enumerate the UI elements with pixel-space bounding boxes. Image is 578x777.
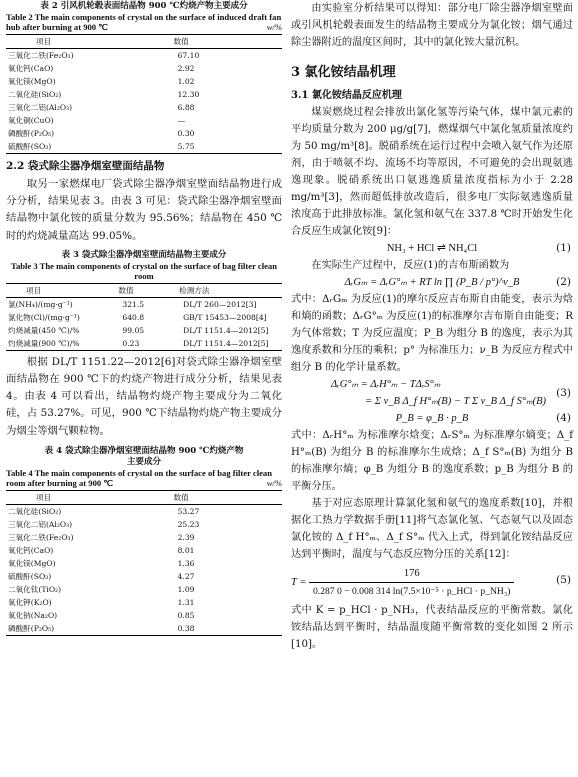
table-cell-item: 氧化钙(CaO) bbox=[8, 64, 54, 73]
table-cell-value: 12.30 bbox=[177, 90, 200, 99]
table-cell-value: 5.75 bbox=[177, 142, 195, 151]
paragraph-equilibrium-constant: 式中 K = p_HCl · p_NH₃，代表结晶反应的平衡常数。氯化铵结晶达到平衡时，结晶温度随平衡常数的变化如图 2 所示[10]。 bbox=[291, 605, 573, 650]
table-row bbox=[6, 88, 282, 101]
table-cell-value: 6.88 bbox=[177, 103, 195, 112]
table-cell-item: 氯化物(Cl)/(mg·g⁻¹) bbox=[8, 312, 80, 322]
table-cell-value: 1.31 bbox=[177, 597, 195, 607]
equation-5-lhs: T = bbox=[291, 576, 307, 588]
table2-caption-en: Table 2 The main components of crystal on the surface of induced draft fan hub after burning at 900 ℃ bbox=[6, 12, 282, 32]
table2-header-value: 数值 bbox=[172, 35, 282, 49]
table3 bbox=[6, 283, 282, 351]
table-cell-item: 磷酸酐(P₂O₅) bbox=[8, 623, 55, 633]
table-row bbox=[6, 140, 282, 154]
table-cell-value: 4.27 bbox=[177, 571, 195, 581]
table4-caption bbox=[6, 446, 282, 488]
paragraph-after-table3: 根据 DL/T 1151.22—2012[6]对袋式除尘器净烟室壁面结晶物在 900 ℃下的灼烧产物进行成分分析，结果见表 4。由表 4 可以看出，结晶物灼烧产物主要成分为二氧化硅，占 53.27%。可见，900 ℃下结晶物灼烧产物主要成分为烟尘等烟气颗粒物。 bbox=[6, 355, 282, 437]
table3-header-value: 数值 bbox=[116, 283, 177, 297]
table4-caption-en: Table 4 The main components of crystal on the surface of bag filter clean room after burning at 900 ℃ bbox=[6, 467, 272, 488]
table-row bbox=[6, 531, 282, 544]
table3-caption bbox=[6, 250, 282, 281]
table-row bbox=[6, 324, 282, 337]
table-cell-method: DL/T 260—2012[3] bbox=[183, 299, 257, 309]
table3-header-item: 项目 bbox=[6, 283, 116, 297]
table3-caption-zh: 表 3 袋式除尘器净烟室壁面结晶物主要成分 bbox=[61, 249, 227, 260]
table-cell-item: 灼烧减量(900 ℃)/% bbox=[8, 338, 80, 348]
table-cell-value: 1.02 bbox=[177, 77, 195, 86]
table-cell-item: 氯(NH₄)/(mg·g⁻¹) bbox=[8, 299, 73, 309]
table2-body bbox=[6, 49, 282, 154]
table-cell-value: 321.5 bbox=[122, 299, 145, 309]
table-row bbox=[6, 297, 282, 311]
paragraph-gibbs-intro: 在实际生产过程中，反应(1)的吉布斯函数为 bbox=[311, 260, 510, 271]
table-cell-item: 二氧化钛(TiO₂) bbox=[8, 584, 62, 594]
table-row bbox=[6, 570, 282, 583]
table-row bbox=[6, 49, 282, 63]
table-cell-method: DL/T 1151.4—2012[5] bbox=[183, 325, 269, 335]
table-cell-item: 磷酸酐(P₂O₅) bbox=[8, 129, 55, 138]
section-3-1-heading: 3.1 氯化铵结晶反应机理 bbox=[291, 90, 402, 101]
table2-header-item: 项目 bbox=[6, 35, 172, 49]
equation-1-number: (1) bbox=[556, 242, 571, 254]
table-row bbox=[6, 622, 282, 636]
table-row bbox=[6, 544, 282, 557]
table-cell-value: 2.39 bbox=[177, 532, 195, 542]
table2-caption-zh: 表 2 引风机轮毂表面结晶物 900 ℃灼烧产物主要成分 bbox=[40, 1, 248, 11]
section-2-2-paragraph: 取另一家燃煤电厂袋式除尘器净烟室壁面结晶物进行成分分析，结果见表 3。由表 3 可见：袋式除尘器净烟室壁面结晶物中氯化铵的质量分数为 95.56%；结晶物在 450 ℃时的灼烧减量高达 99.05%。 bbox=[6, 178, 282, 242]
paragraph-gibbs-definitions: 式中：ΔᵣGₘ 为反应(1)的摩尔反应吉布斯自由能变，表示为焓和熵的函数；ΔᵣG°ₘ 为反应(1)的标准摩尔吉布斯自由能变；R 为气体常数；T 为反应温度；P_B 为组分 B 的逸度，表示为其逸度系数和分压的乘积；p° 为标准压力；ν_B 为反应方程式中组分 B 的化学计量系数。 bbox=[291, 294, 573, 373]
equation-3 bbox=[291, 376, 573, 410]
table-row bbox=[6, 557, 282, 570]
table-row bbox=[6, 101, 282, 114]
table-cell-value: 0.30 bbox=[177, 129, 195, 138]
paragraph-fugacity: 基于对应态原理计算氯化氢和氨气的逸度系数[10]，并根据化工热力学数据手册[11]将气态氯化氢、气态氨气以及固态氯化铵的 Δ_f H°ₘ、Δ_f S°ₘ 代入上式，得到氯化铵结晶反应达到平衡时，温度与气态反应物分压的关系[12]： bbox=[291, 498, 573, 560]
table-cell-value: 0.23 bbox=[122, 338, 140, 348]
equation-2-body: ΔᵣGₘ = ΔᵣG°ₘ + RT ln ∏ (P_B / p°)^ν_B bbox=[344, 277, 520, 288]
left-column bbox=[6, 0, 282, 636]
table2-caption bbox=[6, 1, 282, 32]
table-cell-value: — bbox=[177, 116, 186, 125]
table4-unit: w/% bbox=[266, 477, 282, 488]
table4-body bbox=[6, 504, 282, 635]
table3-header-method: 检测方法 bbox=[177, 283, 282, 297]
table-row bbox=[6, 62, 282, 75]
table-row bbox=[6, 114, 282, 127]
equation-5-denominator: 0.287 0 − 0.008 314 ln(7.5×10⁻⁵ · p_HCl · p_NH₃) bbox=[313, 586, 511, 597]
equation-4-body: P_B = φ_B · p_B bbox=[395, 413, 469, 424]
table-row bbox=[6, 609, 282, 622]
table3-body bbox=[6, 297, 282, 350]
table-cell-value: 640.8 bbox=[122, 312, 145, 322]
table4-header-item: 项目 bbox=[6, 490, 172, 504]
table-cell-method: GB/T 15453—2008[4] bbox=[183, 312, 267, 322]
table4-header-value: 数值 bbox=[172, 490, 282, 504]
table-cell-value: 1.36 bbox=[177, 558, 195, 568]
table-cell-item: 氧化钙(CaO) bbox=[8, 545, 54, 555]
table-cell-value: 2.92 bbox=[177, 64, 195, 73]
table-row bbox=[6, 504, 282, 518]
table-cell-method: DL/T 1151.4—2012[5] bbox=[183, 338, 269, 348]
table2 bbox=[6, 34, 282, 154]
table-cell-item: 二氧化硅(SiO₂) bbox=[8, 90, 62, 99]
paragraph-enthalpy-definitions: 式中：ΔᵣH°ₘ 为标准摩尔焓变；ΔᵣS°ₘ 为标准摩尔熵变；Δ_f H°ₘ(B) 为组分 B 的标准摩尔生成焓；Δ_f S°ₘ(B) 为组分 B 的标准摩尔熵；φ_B 为组分 B 的逸度系数；p_B 为组分 B 的平衡分压。 bbox=[291, 430, 573, 492]
equation-5 bbox=[291, 563, 573, 602]
table-cell-item: 三氧化二铁(Fe₂O₃) bbox=[8, 51, 74, 60]
equation-3-number: (3) bbox=[556, 387, 571, 399]
table4-caption-zh-line2: 主要成分 bbox=[126, 456, 161, 467]
equation-4 bbox=[291, 410, 573, 427]
table-row bbox=[6, 583, 282, 596]
equation-3-line2: = Σ ν_B Δ_f H°ₘ(B) − T Σ ν_B Δ_f S°ₘ(B) bbox=[365, 396, 546, 407]
equation-1-body: NH₃ + HCl ⇌ NH₄Cl bbox=[386, 243, 478, 254]
table3-caption-en: Table 3 The main components of crystal on the surface of bag filter clean room bbox=[11, 260, 277, 281]
paragraph-hcl-ammonia: 煤炭燃烧过程会排放出氯化氢等污染气体，煤中氯元素的平均质量分数为 200 μg/g[7]，燃煤烟气中氯化氢质量浓度约为 50 mg/m³[8]。脱硝系统在运行过程中会喷入氨气作为还原剂，由于喷氨不均、流场不均等原因，不可避免的会出现氨逃逸现象。脱硝系统出口氨逃逸质量浓度指标为小于 2.28 mg/m³[3]，然而超低排放改造后，很多电厂实际氨逃逸质量浓度高于此排放标准。氯化氢和氨气在 337.8 ℃时开始发生化合反应生成氯化铵[9]： bbox=[291, 107, 573, 237]
equation-2 bbox=[291, 274, 573, 291]
table-cell-item: 氧化镁(MgO) bbox=[8, 77, 56, 86]
table-cell-value: 67.10 bbox=[177, 51, 200, 60]
table-row bbox=[6, 596, 282, 609]
table4 bbox=[6, 490, 282, 636]
table-cell-item: 氧化铜(CuO) bbox=[8, 116, 54, 125]
table-cell-item: 三氧化二铝(Al₂O₃) bbox=[8, 103, 73, 112]
table2-unit: w/% bbox=[266, 22, 282, 32]
equation-2-number: (2) bbox=[556, 276, 571, 288]
table-cell-item: 氧化镁(MgO) bbox=[8, 558, 56, 568]
equation-5-numerator: 176 bbox=[309, 565, 514, 583]
table-cell-item: 三氧化二铁(Fe₂O₃) bbox=[8, 532, 74, 542]
table-cell-item: 氧化钾(K₂O) bbox=[8, 597, 52, 607]
equation-5-fraction bbox=[309, 565, 514, 600]
table-row bbox=[6, 337, 282, 351]
table-cell-value: 25.23 bbox=[177, 519, 200, 529]
table-cell-value: 1.09 bbox=[177, 584, 195, 594]
table-cell-item: 氧化钠(Na₂O) bbox=[8, 610, 58, 620]
section-2-2-heading: 2.2 袋式除尘器净烟室壁面结晶物 bbox=[6, 160, 165, 172]
equation-4-number: (4) bbox=[556, 412, 571, 424]
table-cell-value: 53.27 bbox=[177, 506, 200, 516]
equation-1 bbox=[291, 240, 573, 257]
right-intro-paragraph: 由实验室分析结果可以得知：部分电厂除尘器净烟室壁面或引风机轮毂表面发生的结晶物主要成分为氯化铵；烟气通过除尘器附近的温度区间时，其中的氯化铵大量沉积。 bbox=[291, 3, 573, 48]
table-cell-item: 硫酸酐(SO₃) bbox=[8, 142, 52, 151]
right-column bbox=[291, 0, 573, 653]
equation-3-line1: ΔᵣG°ₘ = ΔᵣH°ₘ − TΔᵣS°ₘ bbox=[331, 379, 441, 390]
table-row bbox=[6, 518, 282, 531]
table-cell-value: 99.05 bbox=[122, 325, 145, 335]
table-cell-value: 0.38 bbox=[177, 623, 195, 633]
table-cell-item: 硫酸酐(SO₃) bbox=[8, 571, 52, 581]
equation-5-number: (5) bbox=[556, 574, 571, 586]
table-cell-item: 灼烧减量(450 ℃)/% bbox=[8, 325, 80, 335]
table4-caption-zh: 表 4 袋式除尘器净烟室壁面结晶物 900 ℃灼烧产物 bbox=[44, 445, 244, 456]
table-cell-value: 0.85 bbox=[177, 610, 195, 620]
section-3-heading: 3 氯化铵结晶机理 bbox=[291, 65, 396, 80]
table-cell-item: 二氧化硅(SiO₂) bbox=[8, 506, 62, 516]
table-row bbox=[6, 75, 282, 88]
table-row bbox=[6, 311, 282, 324]
table-cell-value: 8.01 bbox=[177, 545, 195, 555]
table-row bbox=[6, 127, 282, 140]
table-cell-item: 三氧化二铝(Al₂O₃) bbox=[8, 519, 73, 529]
